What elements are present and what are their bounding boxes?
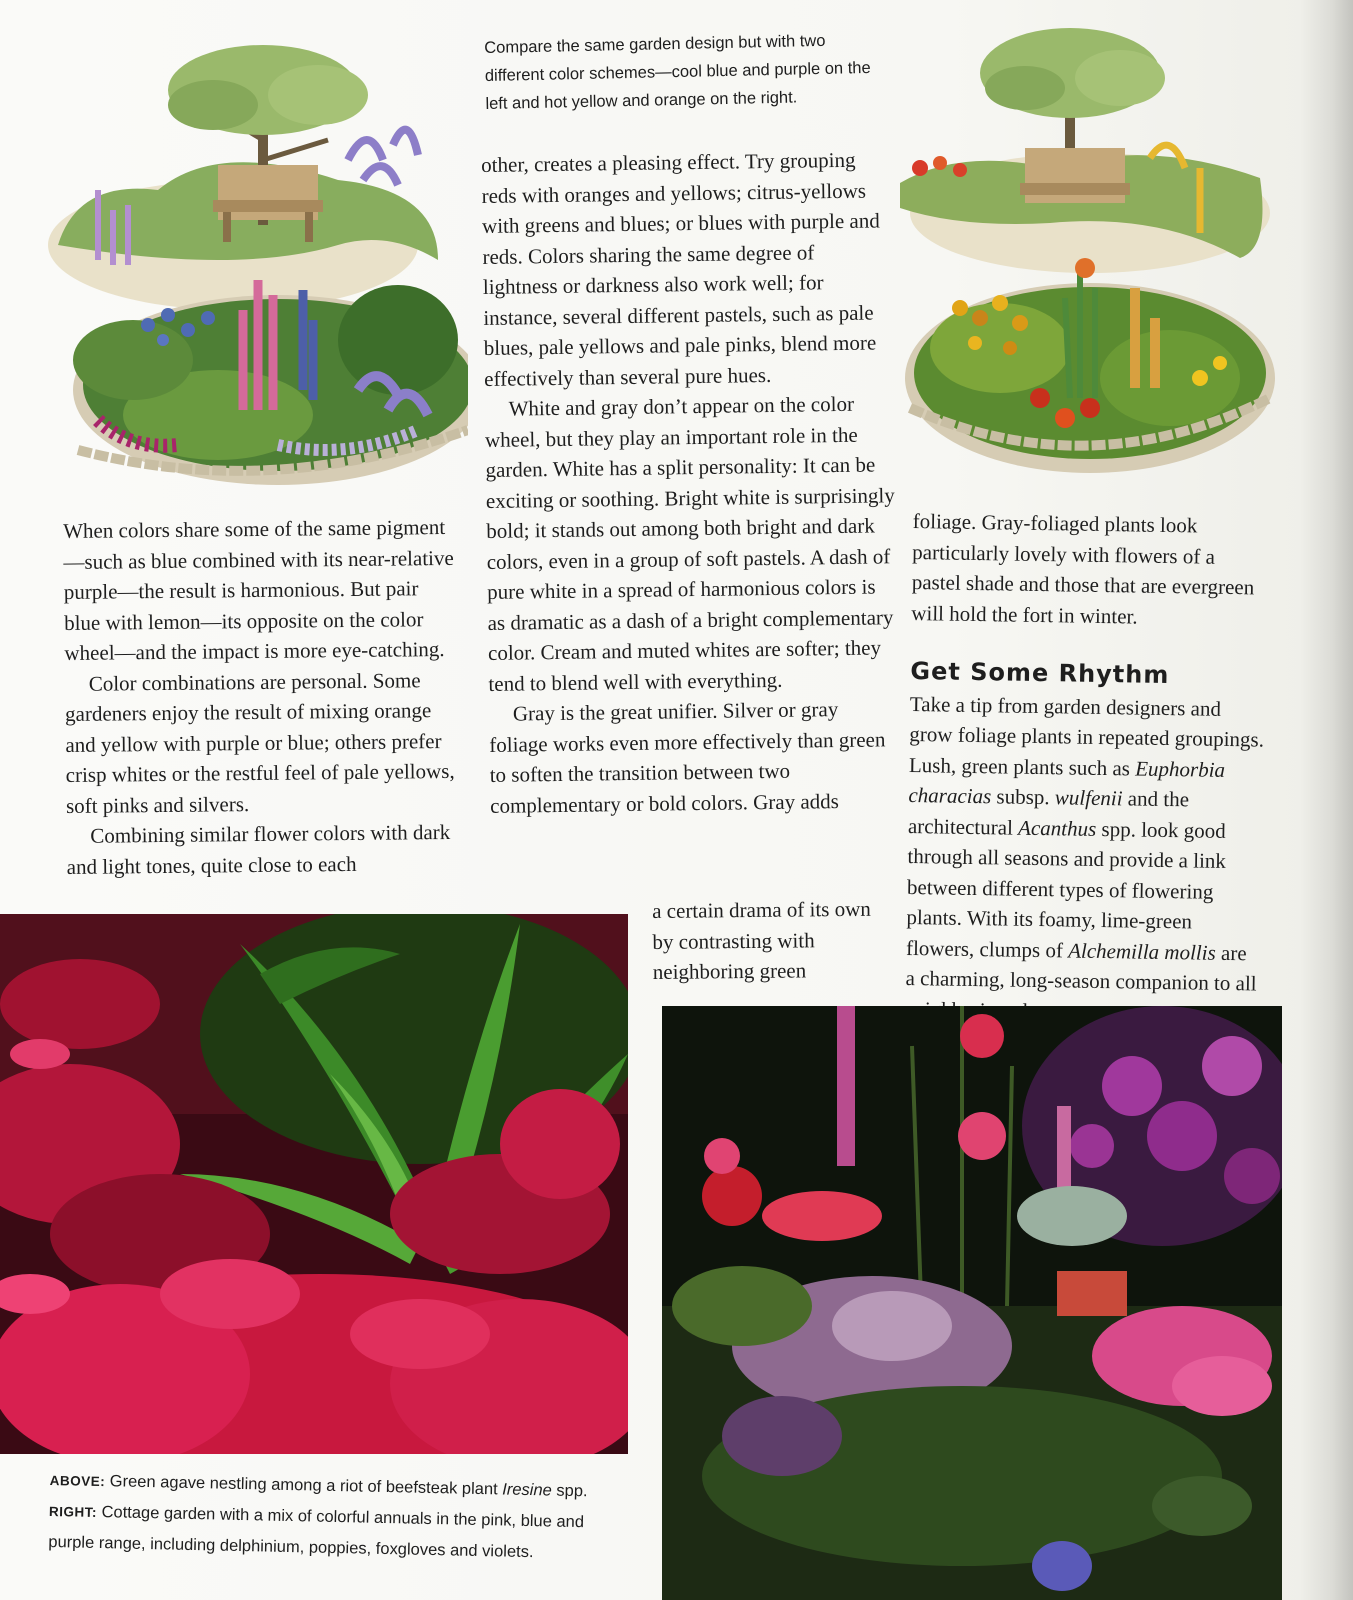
text-run: subsp. bbox=[991, 784, 1056, 810]
middle-paragraph-3: Gray is the great unifier. Silver or gray foliage works even more effectively than green to soften the transition between two complementary or bold colors. Gray adds bbox=[489, 697, 886, 818]
right-paragraph-1: foliage. Gray-foliaged plants look particularly lovely with flowers of a pastel shade and those that are evergreen will hold the fort in winter. bbox=[911, 508, 1255, 629]
caption-right bbox=[48, 1496, 619, 1569]
caption-right-text: Cottage garden with a mix of colorful annuals in the pink, blue and purple range, including delphinium, poppies, foxgloves and violets. bbox=[48, 1502, 585, 1562]
middle-paragraph-1: other, creates a pleasing effect. Try grouping reds with oranges and yellows; citrus-yellows with greens and blues; or blues with purple and reds. Colors sharing the same degree of lightness or darkness also work well; for instance, several different pastels, such as pale blues, pale yellows and pale pinks, blend more effectively than several pure hues. bbox=[481, 147, 880, 391]
text-run: and the architectural bbox=[907, 786, 1190, 840]
plant-name-alchemilla: Alchemilla mollis bbox=[1067, 937, 1216, 965]
hot-garden-illustration bbox=[900, 18, 1280, 483]
left-column bbox=[63, 512, 462, 882]
caption-label-above: ABOVE: bbox=[49, 1472, 106, 1490]
caption-above-plant: Iresine bbox=[502, 1480, 552, 1500]
plant-name-acanthus: Acanthus bbox=[1017, 815, 1097, 841]
text-run: spp. look good through all seasons and provide a link between different types of flowering plants. With its foamy, lime-green flowers, clumps of bbox=[905, 816, 1227, 962]
plant-name-euphorbia: Euphorbia characias bbox=[908, 756, 1226, 809]
right-column bbox=[905, 506, 1268, 1030]
plant-name-wulfenii: wulfenii bbox=[1054, 785, 1123, 811]
text-run: are a charming, long-season companion to all bbox=[905, 940, 1257, 996]
caption-label-right: RIGHT: bbox=[48, 1503, 98, 1520]
cool-garden-illustration bbox=[38, 30, 468, 485]
middle-paragraph-2: White and gray don’t appear on the color wheel, but they play an important role in the garden. White has a split personality: It can be exciting or soothing. Bright white is surprisingly bold; it stands out among both bright and dark colors, even in a group of soft pastels. A dash of pure white in a spread of harmonious colors is as dramatic as a dash of a bright complementary color. Cream and muted whites are softer; they tend to blend well with everything. bbox=[484, 391, 895, 696]
left-paragraph-2: Color combinations are personal. Some gardeners enjoy the result of mixing orange and yellow with purple or blue; others prefer crisp whites or the restful feel of pale yellows, soft pinks and silvers. bbox=[64, 667, 455, 818]
photo-captions bbox=[48, 1465, 620, 1569]
cottage-garden-photo bbox=[662, 1006, 1282, 1600]
caption-above-text: Green agave nestling among a riot of beefsteak plant bbox=[105, 1472, 503, 1499]
section-heading: Get Some Rhythm bbox=[910, 656, 1170, 690]
middle-column bbox=[481, 144, 900, 821]
page-edge-shadow bbox=[1300, 0, 1353, 1600]
text-run: Take a tip from garden designers and grow foliage plants in repeated groupings. Lush, green plants such as bbox=[908, 691, 1265, 781]
left-paragraph-3: Combining similar flower colors with dark and light tones, quite close to each bbox=[66, 819, 451, 879]
caption-above-end: spp. bbox=[551, 1481, 588, 1501]
middle-paragraph-3-continued: a certain drama of its own by contrasting with neighboring green bbox=[652, 896, 871, 984]
agave-photo bbox=[0, 914, 628, 1454]
illustration-caption: Compare the same garden design but with two different color schemes—cool blue and purple on the left and hot yellow and orange on the right. bbox=[484, 31, 871, 113]
right-paragraph-2 bbox=[905, 688, 1265, 1029]
left-paragraph-1: When colors share some of the same pigment—such as blue combined with its near-relative purple—the result is harmonious. But pair blue with lemon—its opposite on the color wheel—and the impact is more eye-catching. bbox=[63, 514, 454, 665]
middle-column-continuation bbox=[652, 894, 888, 988]
